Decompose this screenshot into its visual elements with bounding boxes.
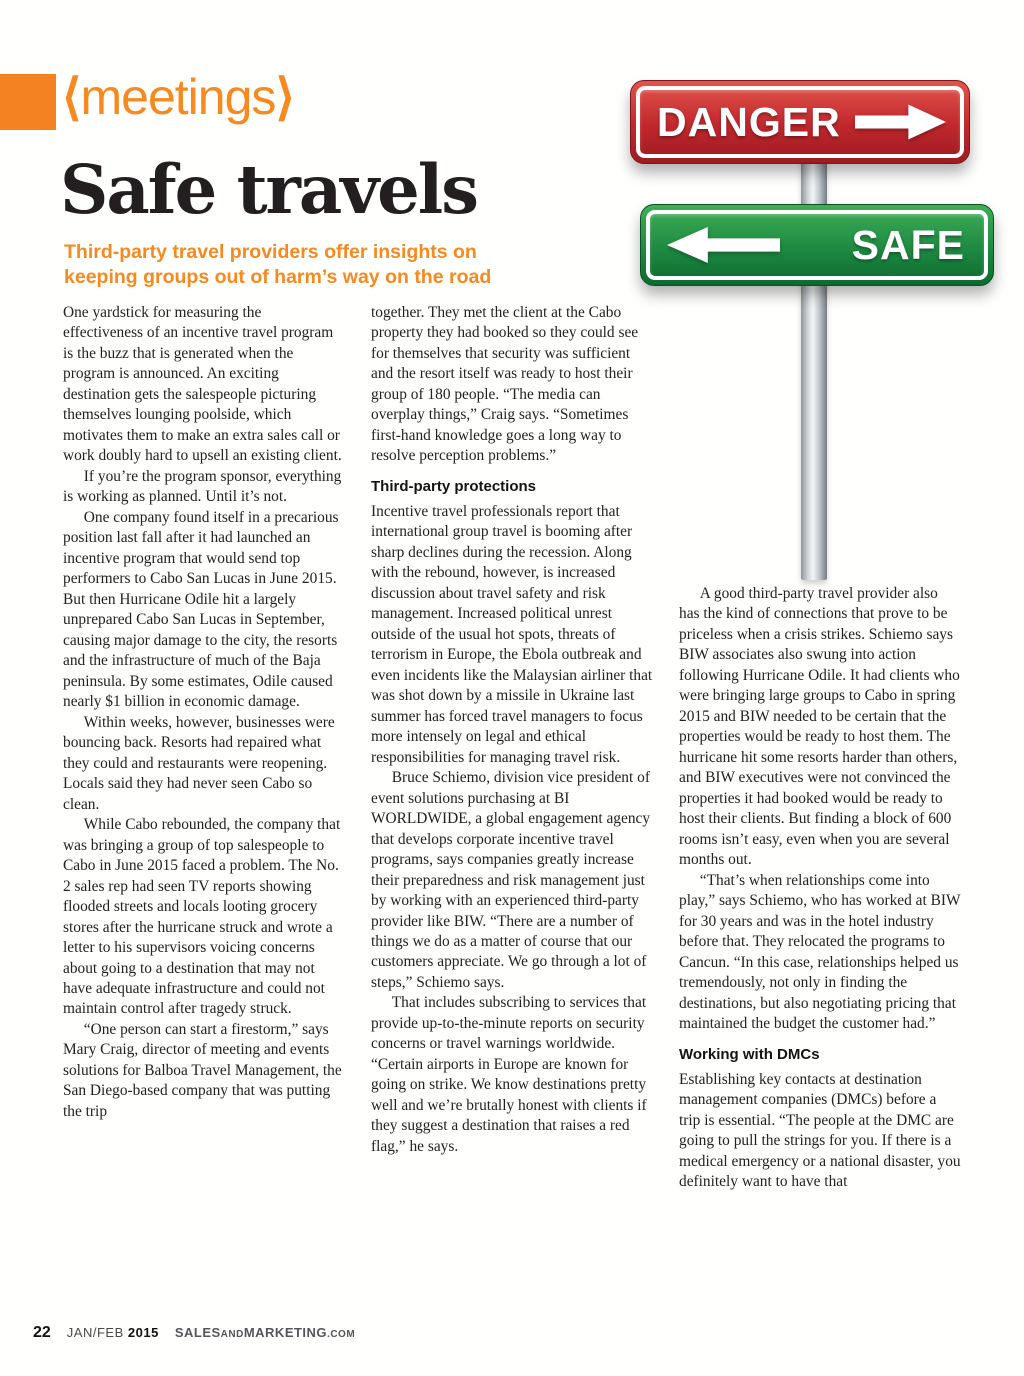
article-body	[63, 303, 961, 1193]
site-part-and: AND	[220, 1329, 244, 1340]
issue-month: JAN/FEB	[66, 1325, 124, 1340]
column-2-body	[371, 502, 653, 1158]
page-number: 22	[33, 1324, 51, 1341]
paragraph: Bruce Schiemo, division vice president of event solutions purchasing at BI WORLDWIDE, a global engagement agency that develops corporate incentive travel programs, says companies greatly increase their preparedness and risk management just by working with an experienced third-party provider like BIW. “There are a number of things we do as a matter of course that our customers appreciate. We go through a lot of steps,” Schiemo says.	[371, 769, 651, 991]
safe-sign	[640, 204, 994, 286]
column-2-intro	[371, 303, 653, 467]
article-column-1	[63, 303, 345, 1193]
danger-sign-label: DANGER	[657, 98, 841, 145]
close-bracket: ⟩	[275, 69, 294, 125]
paragraph: Within weeks, however, businesses were bouncing back. Resorts had repaired what they could and restaurants were reopening. Locals said they had never seen Cabo so clean.	[63, 713, 335, 813]
paragraph: If you’re the program sponsor, everything is working as planned. Until it’s not.	[63, 467, 342, 506]
article-column-3	[679, 303, 961, 1193]
publication-site	[175, 1325, 355, 1340]
article-column-2	[371, 303, 653, 1193]
open-bracket: ⟨	[62, 69, 81, 125]
article-headline: Safe travels	[60, 150, 477, 229]
paragraph: “One person can start a firestorm,” says Mary Craig, director of meeting and events solutions for Balboa Travel Management, the San Diego-based company that was putting the trip	[63, 1020, 342, 1120]
site-part-com: .COM	[327, 1329, 356, 1340]
section-label: meetings	[80, 69, 276, 125]
issue-date	[67, 1325, 159, 1340]
section-title	[62, 69, 294, 125]
left-arrow-icon	[663, 226, 783, 264]
site-part-marketing: MARKETING	[243, 1325, 328, 1340]
subheading-working-with-dmcs: Working with DMCs	[679, 1045, 820, 1063]
danger-sign	[630, 80, 970, 164]
paragraph: One yardstick for measuring the effectiveness of an incentive travel program is the buzz that is generated when the program is announced. An exciting destination gets the salespeople picturing themselves lounging poolside, which motivates them to make an extra sales call or work doubly hard to upsell an existing client.	[63, 304, 342, 465]
page-footer	[33, 1324, 355, 1342]
right-arrow-icon	[855, 102, 947, 142]
paragraph: Establishing key contacts at destination management companies (DMCs) before a trip is essential. “The people at the DMC are going to pull the strings for you. If there is a medical emergency or a national disaster, you definitely want to have that	[679, 1070, 961, 1191]
paragraph: “That’s when relationships come into play,” says Schiemo, who has worked at BIW for 30 years and was in the hotel industry before that. They relocated the programs to Cancun. “In this case, relationships helped us tremendously, not only in finding the destinations, but also negotiating pricing that maintained the budget the customer had.”	[679, 871, 961, 1033]
article-subtitle: Third-party travel providers offer insights on keeping groups out of harm’s way on the road	[64, 241, 492, 288]
paragraph: Incentive travel professionals report that international group travel is booming after sharp declines during the recession. Along with the rebound, however, is increased discussion about travel safety and risk management. Increased political unrest outside of the usual hot spots, threats of terrorism in Europe, the Ebola outbreak and even incidents like the Malaysian airliner that was shot down by a missile in Ukraine last summer has forced travel managers to focus more intensely on legal and ethical responsibilities for managing travel risk.	[371, 502, 653, 766]
paragraph: A good third-party travel provider also has the kind of connections that prove to be priceless when a crisis strikes. Schiemo says BIW associates also swung into action following Hurricane Odile. It had clients who were bringing large groups to Cabo in spring 2015 and BIW needed to be certain that the properties would be ready to host them. The hurricane hit some resorts harder than others, and BIW executives were not convinced the properties it had booked would be ready to host their clients. But finding a block of 600 rooms isn’t easy, even when you are several months out.	[679, 585, 960, 869]
paragraph: together. They met the client at the Cabo property they had booked so they could see for themselves that security was sufficient and the resort itself was ready to host their group of 180 people. “The media can overplay things,” Craig says. “Sometimes first-hand knowledge goes a long way to resolve perception problems.”	[371, 304, 639, 465]
paragraph: One company found itself in a precarious position last fall after it had launched an incentive program that would send top performers to Cabo San Lucas in June 2015. But then Hurricane Odile hit a largely unprepared Cabo San Lucas in September, causing major damage to the city, the resorts and the infrastructure of much of the Baja peninsula. By some estimates, Odile caused nearly $1 billion in economic damage.	[63, 508, 339, 711]
paragraph: That includes subscribing to services that provide up-to-the-minute reports on security concerns or travel warnings worldwide. “Certain airports in Europe are known for going on strike. We know destinations pretty well and we’re brutally honest with clients if they suggest a destination that raises a red flag,” he says.	[371, 994, 647, 1155]
safe-sign-label: SAFE	[851, 221, 965, 268]
issue-year: 2015	[127, 1325, 159, 1340]
section-color-tab	[0, 74, 56, 130]
subheading-third-party-protections: Third-party protections	[371, 477, 537, 495]
paragraph: While Cabo rebounded, the company that was bringing a group of top salespeople to Cabo in June 2015 faced a problem. The No. 2 sales rep had seen TV reports showing flooded streets and locals looting grocery stores after the hurricane struck and wrote a letter to his supervisors voicing concerns about going to a destination that may not have adequate infrastructure and could not maintain control after tragedy struck.	[63, 816, 341, 1018]
column-3-body-bottom	[679, 1070, 961, 1193]
site-part-sales: SALES	[174, 1325, 221, 1340]
column-3-body-top	[679, 584, 961, 1035]
